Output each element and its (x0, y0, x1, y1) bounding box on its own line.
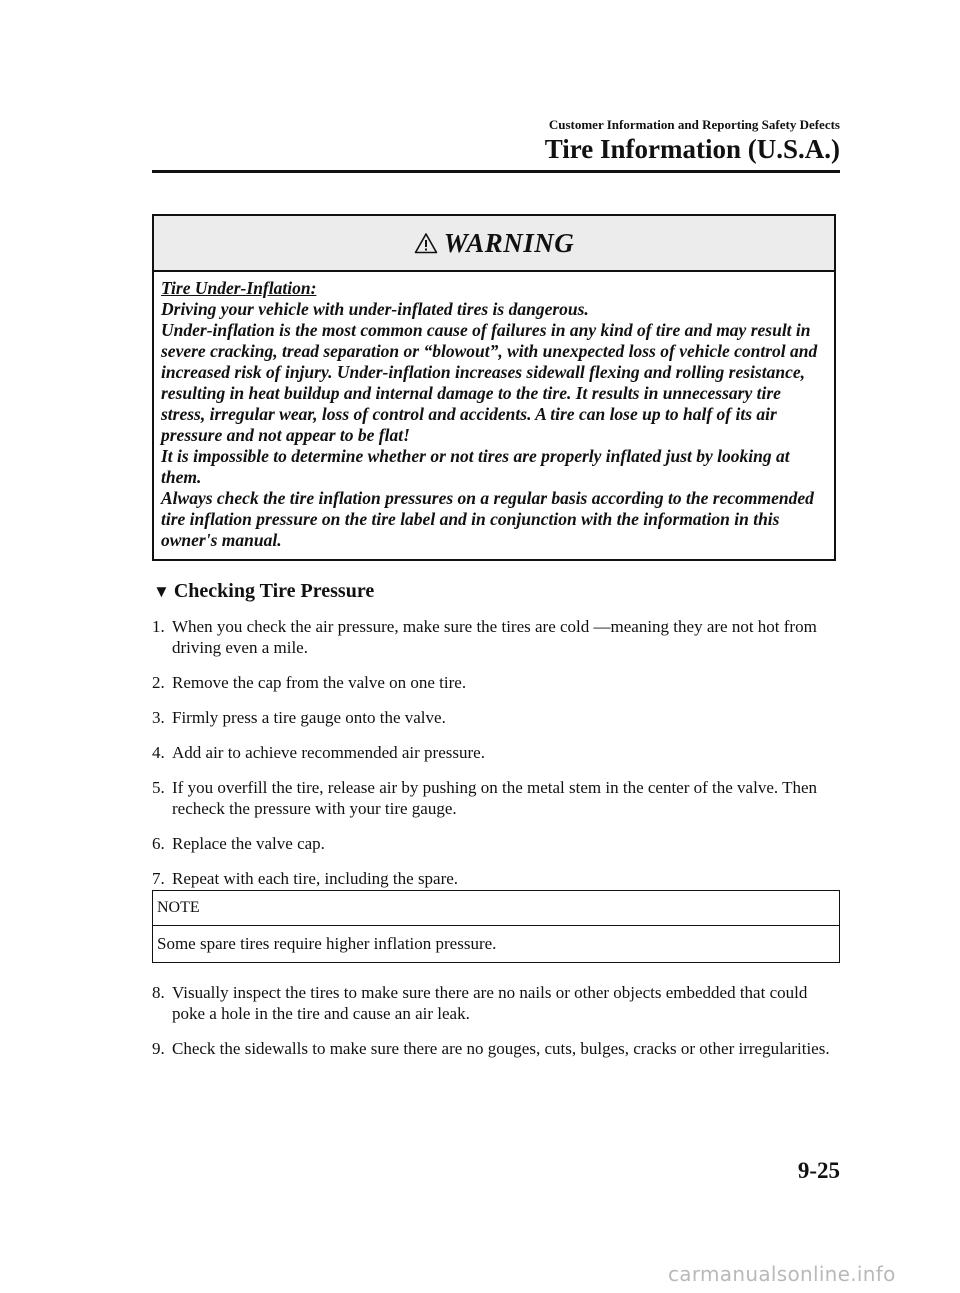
step-number: 5. (152, 778, 165, 797)
page-title: Tire Information (U.S.A.) (544, 134, 840, 164)
step-text: If you overfill the tire, release air by pushing on the metal stem in the center of the valve. Then recheck the pressure with your tire gauge. (172, 778, 817, 818)
page-number: 9-25 (797, 1158, 840, 1183)
step-number: 8. (152, 983, 165, 1002)
step-text: Check the sidewalls to make sure there are no gouges, cuts, bulges, cracks or other irregularities. (172, 1039, 830, 1058)
step-text: Add air to achieve recommended air pressure. (172, 743, 485, 762)
warning-line: Always check the tire inflation pressures on a regular basis according to the recommended tire inflation pressure on the tire label and in conjunction with the information in this owner's manual. (161, 488, 814, 550)
list-item (152, 777, 842, 819)
triangle-down-icon: ▼ (153, 581, 170, 601)
list-item (152, 672, 842, 693)
warning-line: Driving your vehicle with under-inflated tires is dangerous. (161, 299, 589, 319)
watermark: carmanualsonline.info (668, 1262, 896, 1286)
step-text: Replace the valve cap. (172, 834, 325, 853)
warning-line: It is impossible to determine whether or not tires are properly inflated just by looking at them. (161, 446, 790, 487)
step-number: 1. (152, 617, 165, 636)
list-item (152, 982, 842, 1024)
note-text: Some spare tires require higher inflation pressure. (157, 934, 497, 953)
warning-body (154, 272, 834, 559)
section-heading (153, 580, 374, 603)
header-section-name: Customer Information and Reporting Safety Defects (548, 117, 840, 132)
step-number: 9. (152, 1039, 165, 1058)
note-box (152, 890, 840, 963)
steps-list-b (152, 982, 842, 1073)
step-text: Firmly press a tire gauge onto the valve. (172, 708, 446, 727)
step-number: 6. (152, 834, 165, 853)
section-title: Checking Tire Pressure (173, 580, 375, 602)
warning-line: Under-inflation is the most common cause of failures in any kind of tire and may result in severe cracking, tread separation or “blowout”, with unexpected loss of vehicle control and increased risk of injury. Under-inflation increases sidewall flexing and rolling resistance, resulting in heat buildup and internal damage to the tire. It results in unnecessary tire stress, irregular wear, loss of control and accidents. A tire can lose up to half of its air pressure and not appear to be flat! (161, 320, 818, 445)
list-item (152, 868, 842, 889)
list-item (152, 1038, 842, 1059)
list-item (152, 616, 842, 658)
list-item (152, 742, 842, 763)
warning-heading: Tire Under-Inflation: (161, 278, 317, 298)
steps-list-a (152, 616, 842, 903)
note-label: NOTE (153, 891, 839, 926)
step-number: 3. (152, 708, 165, 727)
warning-triangle-icon (414, 232, 438, 254)
step-text: Remove the cap from the valve on one tire. (172, 673, 467, 692)
header-divider (152, 170, 840, 173)
list-item (152, 707, 842, 728)
step-number: 7. (152, 869, 165, 888)
warning-header (154, 216, 834, 272)
step-number: 2. (152, 673, 165, 692)
list-item (152, 833, 842, 854)
warning-title: WARNING (443, 227, 575, 258)
step-text: When you check the air pressure, make sure the tires are cold ―meaning they are not hot from driving even a mile. (172, 617, 817, 657)
step-text: Repeat with each tire, including the spare. (172, 869, 459, 888)
warning-box (152, 214, 836, 561)
step-number: 4. (152, 743, 165, 762)
step-text: Visually inspect the tires to make sure there are no nails or other objects embedded that could poke a hole in the tire and cause an air leak. (172, 983, 808, 1023)
